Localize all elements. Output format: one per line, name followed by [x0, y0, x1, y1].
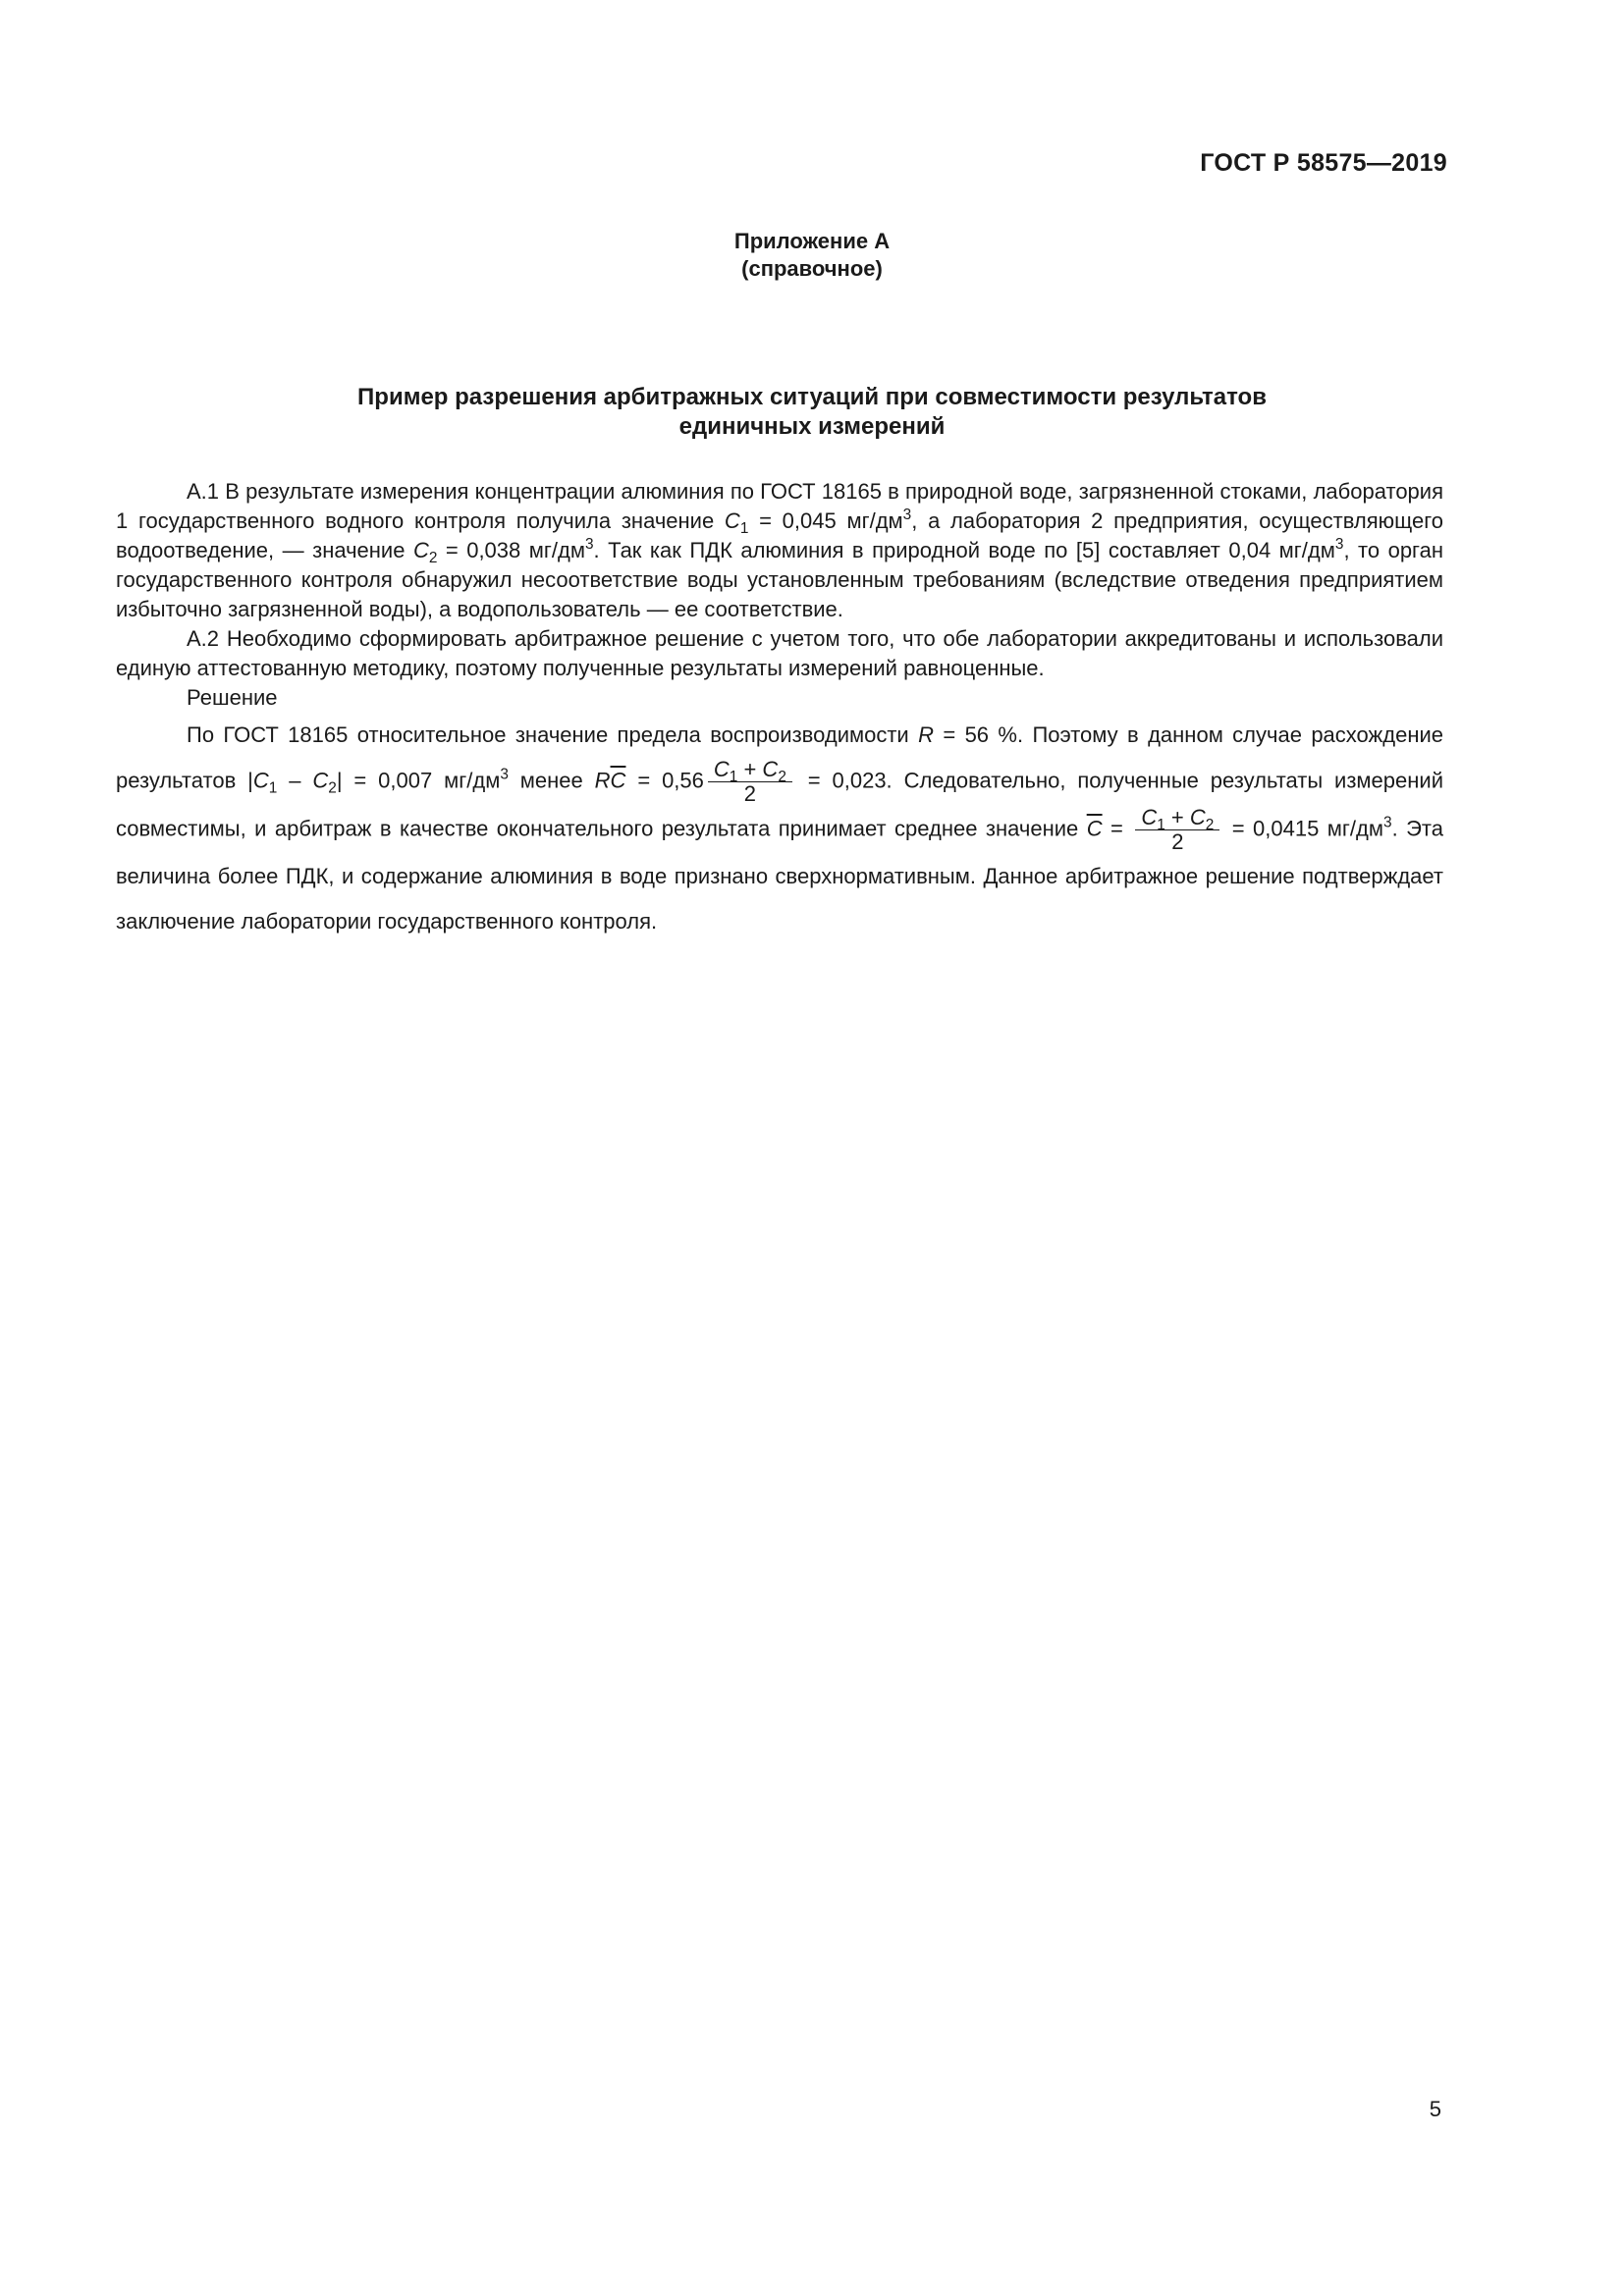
solution-heading: Решение	[187, 685, 278, 710]
fraction-mean-result: $\frac{C_1 + C_2}{2}$	[1135, 806, 1219, 854]
paragraph-solution: По ГОСТ 18165 относительное значение предела воспроизводимости R = 56 %. Поэтому в данном случае расхождение результатов $|C_1 - C_2| = 0,007$ $мг/дм^3$ менее $R\overline{C} = 0,56$ $\frac{C_1 + C_2}{2}$ = 0,023. Следовательно, полученные результаты измерений совместимы, и арбитраж в качестве окончательного результата принимает среднее значение $\overline{C}$ = $\frac{C_1 + C_2}{2}$ = 0,0415 $мг/дм^3$. Эта величина более ПДК, и содержание алюминия в воде признано сверхнормативным. Данное арбитражное решение подтверждает заключение лаборатории государственного контроля.	[116, 722, 1443, 934]
section-title-line2: единичных измерений	[678, 413, 946, 440]
annex-label: Приложение А	[733, 229, 891, 253]
standard-code: ГОСТ Р 58575—2019	[1200, 149, 1447, 177]
section-title-line1: Пример разрешения арбитражных ситуаций при совместимости результатов	[357, 384, 1267, 410]
annex-heading	[0, 228, 1624, 283]
fraction-mean: $\frac{C_1 + C_2}{2}$	[708, 758, 792, 806]
page-number: 5	[1429, 2097, 1441, 2121]
annex-type: (справочное)	[741, 256, 883, 281]
section-title	[236, 383, 1388, 442]
paragraph-a2: А.2 Необходимо сформировать арбитражное решение с учетом того, что обе лаборатории аккредитованы и использовали единую аттестованную методику, поэтому полученные результаты измерений равноценные.	[116, 626, 1443, 680]
paragraph-a1: А.1 В результате измерения концентрации алюминия по ГОСТ 18165 в природной воде, загрязненной стоками, лаборатория 1 государственного водного контроля получила значение $C_1 = 0,045$ $мг/дм^3$, а лаборатория 2 предприятия, осуществляющего водоотведение, — значение $C_2 = 0,038$ $мг/дм^3$. Так как ПДК алюминия в природной воде по [5] составляет 0,04 $мг/дм^3$, то орган государственного контроля обнаружил несоответствие воды установленным требованиям (вследствие отведения предприятием избыточно загрязненной воды), а водопользователь — ее соответствие.	[116, 479, 1443, 621]
document-body	[116, 477, 1443, 944]
